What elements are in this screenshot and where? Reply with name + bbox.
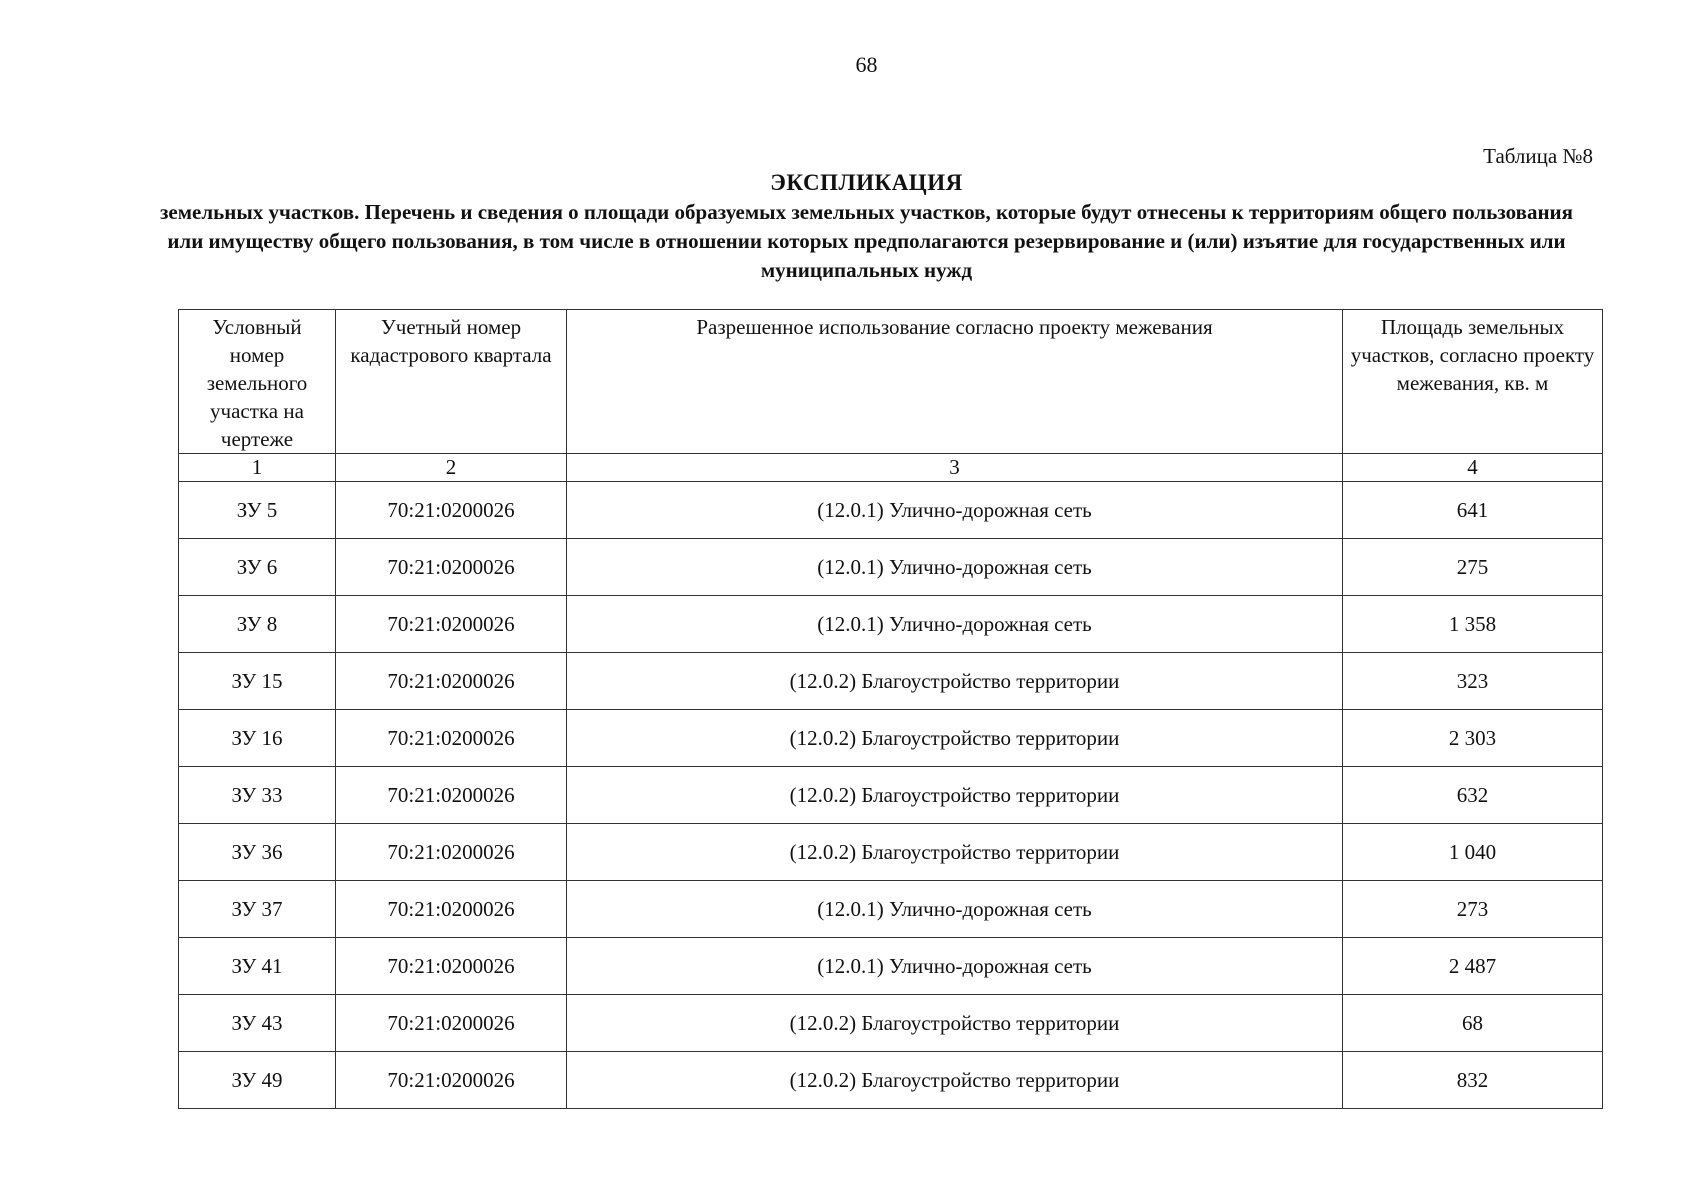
table-row	[179, 1052, 1603, 1109]
cell-permitted-use: (12.0.1) Улично-дорожная сеть	[567, 482, 1343, 539]
column-number: 4	[1343, 454, 1603, 482]
cell-area: 275	[1343, 539, 1603, 596]
cell-permitted-use: (12.0.2) Благоустройство территории	[567, 1052, 1343, 1109]
cell-cadastral-quarter: 70:21:0200026	[336, 653, 567, 710]
cell-permitted-use: (12.0.1) Улично-дорожная сеть	[567, 881, 1343, 938]
cell-plot-number: ЗУ 33	[179, 767, 336, 824]
cell-plot-number: ЗУ 15	[179, 653, 336, 710]
header-cadastral-quarter: Учетный номер кадастрового квартала	[336, 310, 567, 454]
cell-area: 68	[1343, 995, 1603, 1052]
cell-plot-number: ЗУ 16	[179, 710, 336, 767]
cell-plot-number: ЗУ 41	[179, 938, 336, 995]
cell-area: 1 040	[1343, 824, 1603, 881]
cell-plot-number: ЗУ 43	[179, 995, 336, 1052]
header-permitted-use: Разрешенное использование согласно проекту межевания	[567, 310, 1343, 454]
cell-cadastral-quarter: 70:21:0200026	[336, 824, 567, 881]
document-title: ЭКСПЛИКАЦИЯ	[770, 170, 963, 195]
cell-area: 2 487	[1343, 938, 1603, 995]
cell-cadastral-quarter: 70:21:0200026	[336, 995, 567, 1052]
cell-plot-number: ЗУ 49	[179, 1052, 336, 1109]
header-area: Площадь земельных участков, согласно проекту межевания, кв. м	[1343, 310, 1603, 454]
cell-permitted-use: (12.0.2) Благоустройство территории	[567, 710, 1343, 767]
cell-permitted-use: (12.0.1) Улично-дорожная сеть	[567, 596, 1343, 653]
cell-permitted-use: (12.0.1) Улично-дорожная сеть	[567, 938, 1343, 995]
cell-cadastral-quarter: 70:21:0200026	[336, 482, 567, 539]
cell-permitted-use: (12.0.1) Улично-дорожная сеть	[567, 539, 1343, 596]
table-label: Таблица №8	[1483, 144, 1593, 168]
cell-plot-number: ЗУ 36	[179, 824, 336, 881]
cell-area: 1 358	[1343, 596, 1603, 653]
cell-cadastral-quarter: 70:21:0200026	[336, 710, 567, 767]
cell-cadastral-quarter: 70:21:0200026	[336, 767, 567, 824]
cell-cadastral-quarter: 70:21:0200026	[336, 938, 567, 995]
table-row	[179, 995, 1603, 1052]
table-row	[179, 938, 1603, 995]
cell-area: 273	[1343, 881, 1603, 938]
cell-area: 2 303	[1343, 710, 1603, 767]
cell-cadastral-quarter: 70:21:0200026	[336, 881, 567, 938]
table-row	[179, 710, 1603, 767]
cell-area: 641	[1343, 482, 1603, 539]
header-plot-number: Условный номер земельного участка на чертеже	[179, 310, 336, 454]
table-row	[179, 539, 1603, 596]
column-number: 1	[179, 454, 336, 482]
cell-cadastral-quarter: 70:21:0200026	[336, 1052, 567, 1109]
cell-permitted-use: (12.0.2) Благоустройство территории	[567, 824, 1343, 881]
cell-cadastral-quarter: 70:21:0200026	[336, 539, 567, 596]
cell-permitted-use: (12.0.2) Благоустройство территории	[567, 995, 1343, 1052]
cell-plot-number: ЗУ 6	[179, 539, 336, 596]
table-row	[179, 881, 1603, 938]
header-row	[179, 310, 1603, 454]
table-row	[179, 767, 1603, 824]
table-row	[179, 482, 1603, 539]
cell-cadastral-quarter: 70:21:0200026	[336, 596, 567, 653]
table-row	[179, 824, 1603, 881]
column-number: 2	[336, 454, 567, 482]
cell-plot-number: ЗУ 8	[179, 596, 336, 653]
cell-area: 323	[1343, 653, 1603, 710]
cell-plot-number: ЗУ 37	[179, 881, 336, 938]
column-number: 3	[567, 454, 1343, 482]
cell-permitted-use: (12.0.2) Благоустройство территории	[567, 767, 1343, 824]
table-row	[179, 596, 1603, 653]
cell-permitted-use: (12.0.2) Благоустройство территории	[567, 653, 1343, 710]
cell-area: 632	[1343, 767, 1603, 824]
document-subtitle: земельных участков. Перечень и сведения о площади образуемых земельных участков, которые будут отнесены к территориям общего пользования или имуществу общего пользования, в том числе в отношении которых предполагаются резервирование и (или) изъятие для государственных или муниципальных нужд	[159, 200, 1574, 282]
explication-table	[178, 309, 1603, 1109]
page-number: 68	[855, 52, 878, 77]
table-row	[179, 653, 1603, 710]
column-number-row	[179, 454, 1603, 482]
cell-plot-number: ЗУ 5	[179, 482, 336, 539]
cell-area: 832	[1343, 1052, 1603, 1109]
